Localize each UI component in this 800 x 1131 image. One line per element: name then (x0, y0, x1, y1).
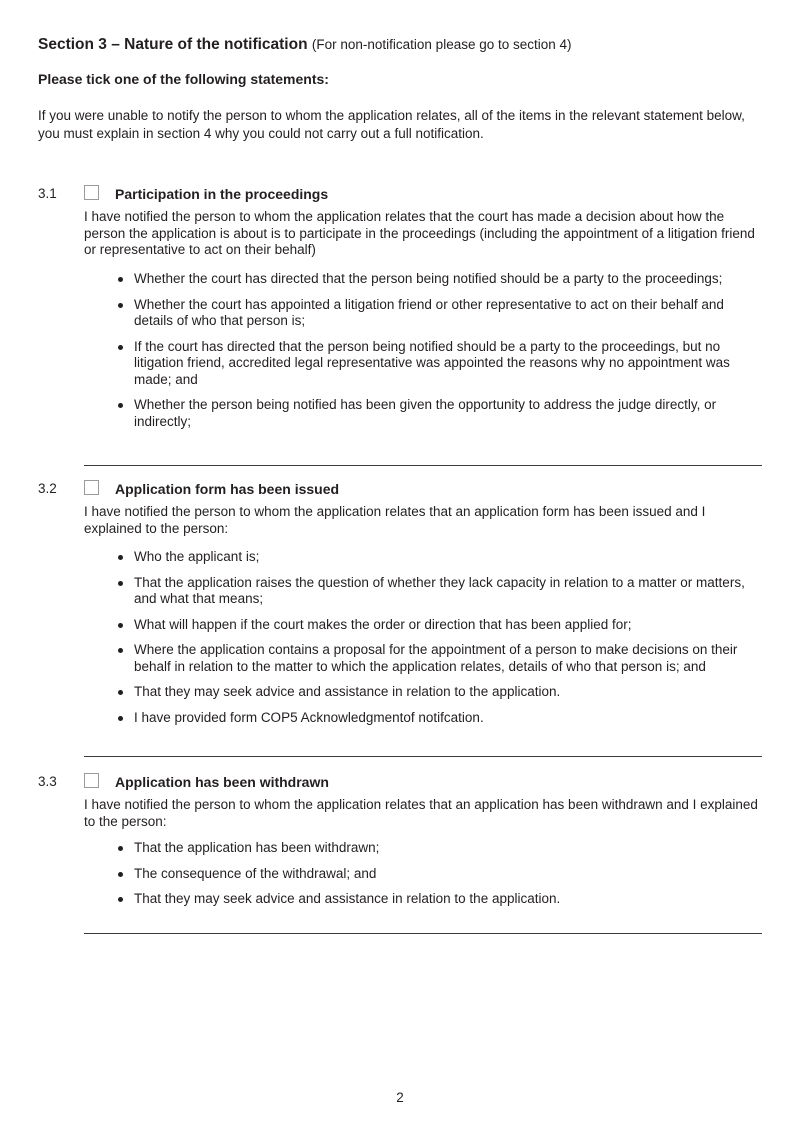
statement-number: 3.3 (38, 774, 57, 789)
bullet-item: I have provided form COP5 Acknowledgmentof notifcation. (115, 710, 765, 727)
section-title (38, 35, 572, 55)
bullet-item: If the court has directed that the person being notified should be a party to the proceedings, but no litigation friend, accredited legal representative was appointed the reasons why no appointment was made; and (115, 339, 765, 389)
statement-body: I have notified the person to whom the application relates that the court has made a decision about how the person the application is about is to participate in the proceedings (including the appointment of a litigation friend or representative to act on their behalf) (84, 209, 755, 257)
bullet-item: Who the applicant is; (115, 549, 765, 566)
statement-bullets (115, 840, 765, 917)
statement-heading: Application form has been issued (115, 481, 340, 497)
section-note: (For non-notification please go to section 4) (311, 37, 572, 52)
statement-body: I have notified the person to whom the application relates that an application form has been issued and I explained to the person: (84, 504, 706, 536)
statement-heading: Participation in the proceedings (115, 186, 329, 202)
bullet-item: That the application has been withdrawn; (115, 840, 765, 857)
statement-bullets (115, 549, 765, 735)
statement-body: I have notified the person to whom the application relates that an application has been withdrawn and I explained to the person: (84, 797, 758, 829)
section-heading: Section 3 – Nature of the notification (38, 36, 308, 53)
bullet-item: That the application raises the question of whether they lack capacity in relation to a matter or matters, and what that means; (115, 575, 765, 608)
intro-paragraph: If you were unable to notify the person to whom the application relates, all of the items in the relevant statement below, you must explain in section 4 why you could not carry out a full notification. (38, 108, 745, 141)
bullet-item: That they may seek advice and assistance in relation to the application. (115, 891, 765, 908)
bullet-item: What will happen if the court makes the order or direction that has been applied for; (115, 617, 765, 634)
section-divider (84, 756, 762, 757)
statement-number: 3.1 (38, 186, 57, 201)
statement-bullets (115, 271, 765, 439)
instruction-text: Please tick one of the following statements: (38, 71, 329, 87)
page-number: 2 (396, 1090, 404, 1105)
bullet-item: Where the application contains a proposal for the appointment of a person to make decisions on their behalf in relation to the matter to which the application relates, details of who that person is; and (115, 642, 765, 675)
section-divider (84, 933, 762, 934)
statement-3-3-checkbox[interactable] (84, 773, 99, 788)
statement-heading: Application has been withdrawn (115, 774, 329, 790)
bullet-item: The consequence of the withdrawal; and (115, 866, 765, 883)
section-divider (84, 465, 762, 466)
statement-3-1-checkbox[interactable] (84, 185, 99, 200)
statement-number: 3.2 (38, 481, 57, 496)
bullet-item: That they may seek advice and assistance in relation to the application. (115, 684, 765, 701)
bullet-item: Whether the court has appointed a litigation friend or other representative to act on their behalf and details of who that person is; (115, 297, 765, 330)
statement-3-2-checkbox[interactable] (84, 480, 99, 495)
bullet-item: Whether the person being notified has been given the opportunity to address the judge directly, or indirectly; (115, 397, 765, 430)
bullet-item: Whether the court has directed that the person being notified should be a party to the proceedings; (115, 271, 765, 288)
